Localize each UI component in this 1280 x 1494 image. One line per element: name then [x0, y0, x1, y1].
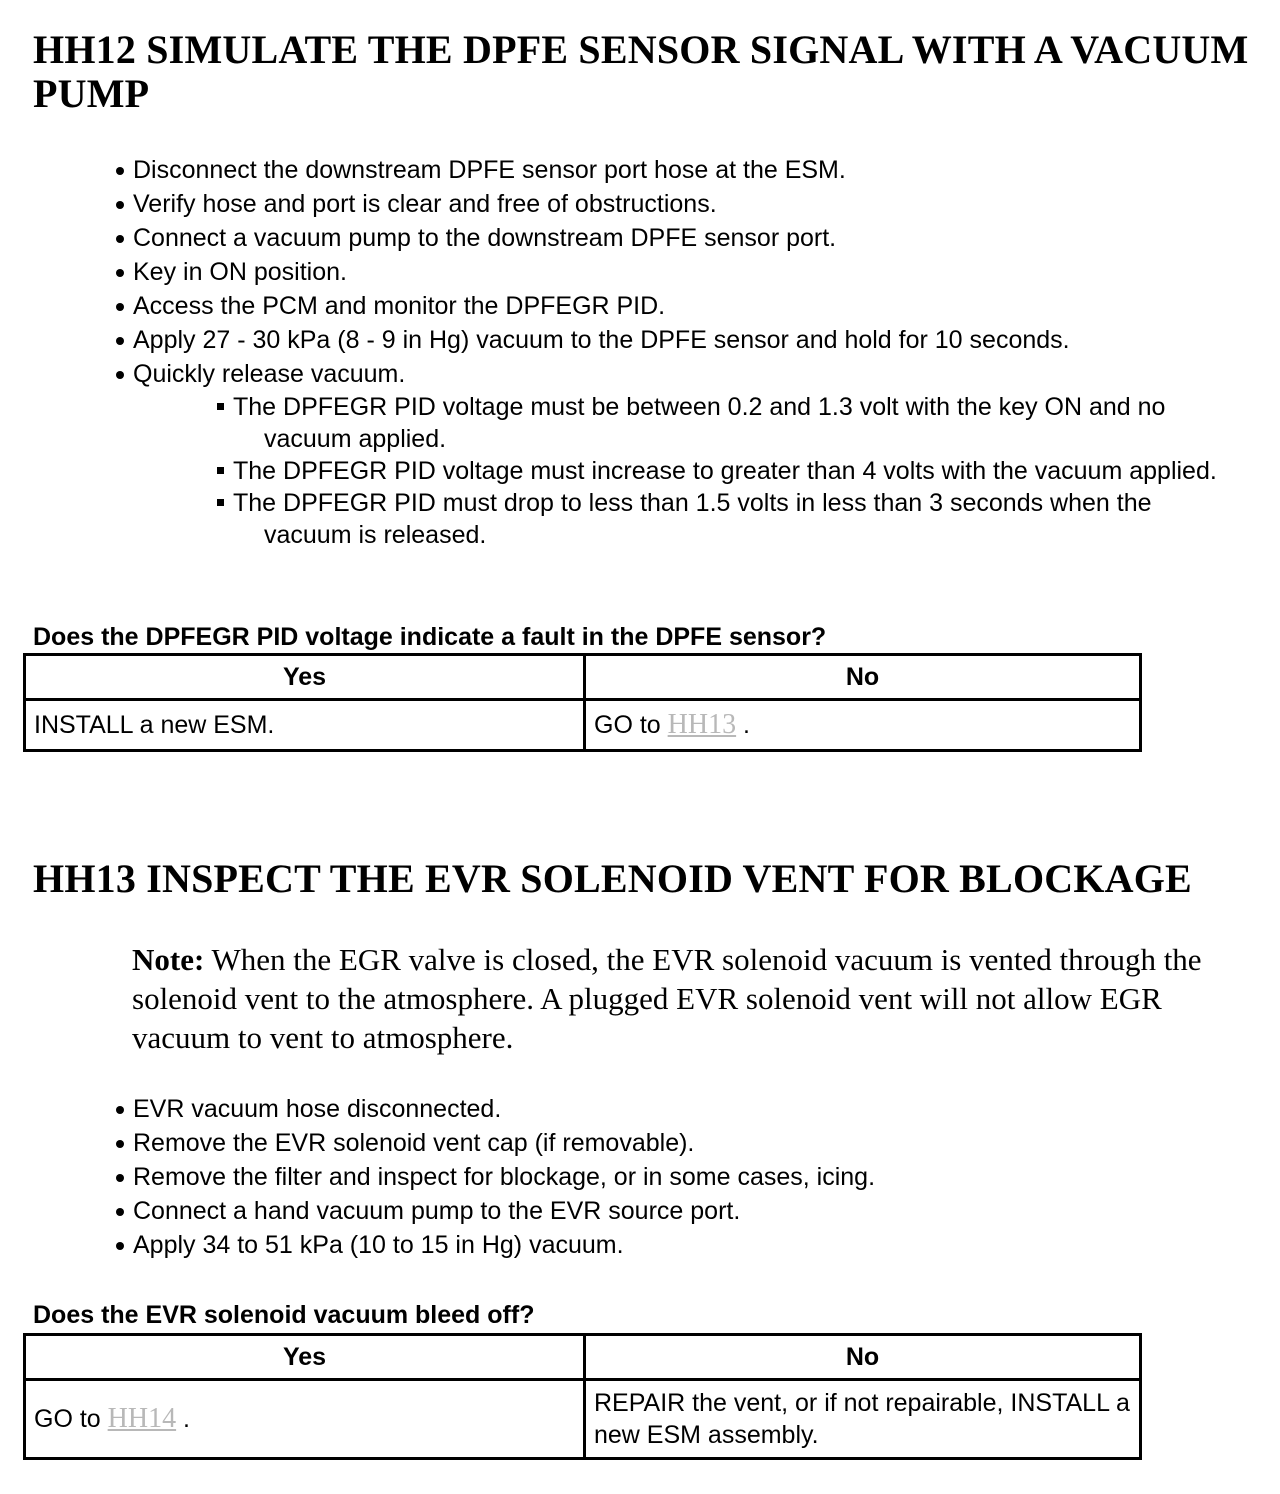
hh13-title: HH13 INSPECT THE EVR SOLENOID VENT FOR BLOCKAGE [33, 856, 1192, 901]
yes-header: Yes [25, 655, 585, 700]
list-item: Apply 27 - 30 kPa (8 - 9 in Hg) vacuum to the DPFE sensor and hold for 10 seconds. [116, 325, 1070, 359]
list-item: Connect a hand vacuum pump to the EVR source port. [116, 1196, 875, 1230]
list-item: The DPFEGR PID voltage must increase to greater than 4 volts with the vacuum applied. [217, 455, 1237, 487]
hh12-title: HH12 SIMULATE THE DPFE SENSOR SIGNAL WITH A VACUUM PUMP [33, 27, 1249, 116]
bullet-icon [116, 1208, 124, 1216]
bullet-icon [116, 1140, 124, 1148]
square-bullet-icon [217, 499, 224, 506]
square-bullet-icon [217, 467, 224, 474]
bullet-icon [116, 1242, 124, 1250]
list-item: Verify hose and port is clear and free of obstructions. [116, 189, 1070, 223]
no-cell: REPAIR the vent, or if not repairable, INSTALL a new ESM assembly. [585, 1380, 1141, 1459]
hh12-step-list [116, 155, 1070, 393]
bullet-icon [116, 337, 124, 345]
list-item: Quickly release vacuum. [116, 359, 1070, 393]
list-item: EVR vacuum hose disconnected. [116, 1094, 875, 1128]
yes-header: Yes [25, 1335, 585, 1380]
list-item: Key in ON position. [116, 257, 1070, 291]
table-row [25, 1380, 1141, 1459]
hh12-substep-list [217, 391, 1237, 551]
square-bullet-icon [217, 403, 224, 410]
no-header: No [585, 655, 1141, 700]
table-header-row [25, 655, 1141, 700]
hh12-question: Does the DPFEGR PID voltage indicate a fault in the DPFE sensor? [33, 623, 827, 651]
list-item: Connect a vacuum pump to the downstream DPFE sensor port. [116, 223, 1070, 257]
bullet-icon [116, 235, 124, 243]
bullet-icon [116, 371, 124, 379]
bullet-icon [116, 1106, 124, 1114]
hh12-decision-table [23, 653, 1142, 752]
list-item: Apply 34 to 51 kPa (10 to 15 in Hg) vacuum. [116, 1230, 875, 1264]
hh13-link[interactable]: HH13 [667, 709, 737, 740]
bullet-icon [116, 167, 124, 175]
list-item: The DPFEGR PID must drop to less than 1.5 volts in less than 3 seconds when the vacuum is released. [217, 487, 1237, 551]
list-item: Access the PCM and monitor the DPFEGR PID. [116, 291, 1070, 325]
hh13-step-list [116, 1094, 875, 1264]
table-row [25, 700, 1141, 751]
note-label: Note: [132, 942, 205, 977]
list-item: Disconnect the downstream DPFE sensor port hose at the ESM. [116, 155, 1070, 189]
bullet-icon [116, 303, 124, 311]
bullet-icon [116, 201, 124, 209]
list-item: Remove the filter and inspect for blockage, or in some cases, icing. [116, 1162, 875, 1196]
no-cell: GO to HH13 . [585, 700, 1141, 751]
hh13-note [132, 940, 1232, 1057]
note-text: When the EGR valve is closed, the EVR solenoid vacuum is vented through the solenoid vent to the atmosphere. A plugged EVR solenoid vent will not allow EGR vacuum to vent to atmosphere. [132, 942, 1202, 1055]
list-item: The DPFEGR PID voltage must be between 0.2 and 1.3 volt with the key ON and no vacuum applied. [217, 391, 1237, 455]
bullet-icon [116, 269, 124, 277]
hh13-question: Does the EVR solenoid vacuum bleed off? [33, 1301, 535, 1329]
bullet-icon [116, 1174, 124, 1182]
yes-cell: GO to HH14 . [25, 1380, 585, 1459]
hh14-link[interactable]: HH14 [107, 1403, 177, 1434]
no-header: No [585, 1335, 1141, 1380]
yes-cell: INSTALL a new ESM. [25, 700, 585, 751]
table-header-row [25, 1335, 1141, 1380]
hh13-decision-table [23, 1333, 1142, 1460]
list-item: Remove the EVR solenoid vent cap (if removable). [116, 1128, 875, 1162]
